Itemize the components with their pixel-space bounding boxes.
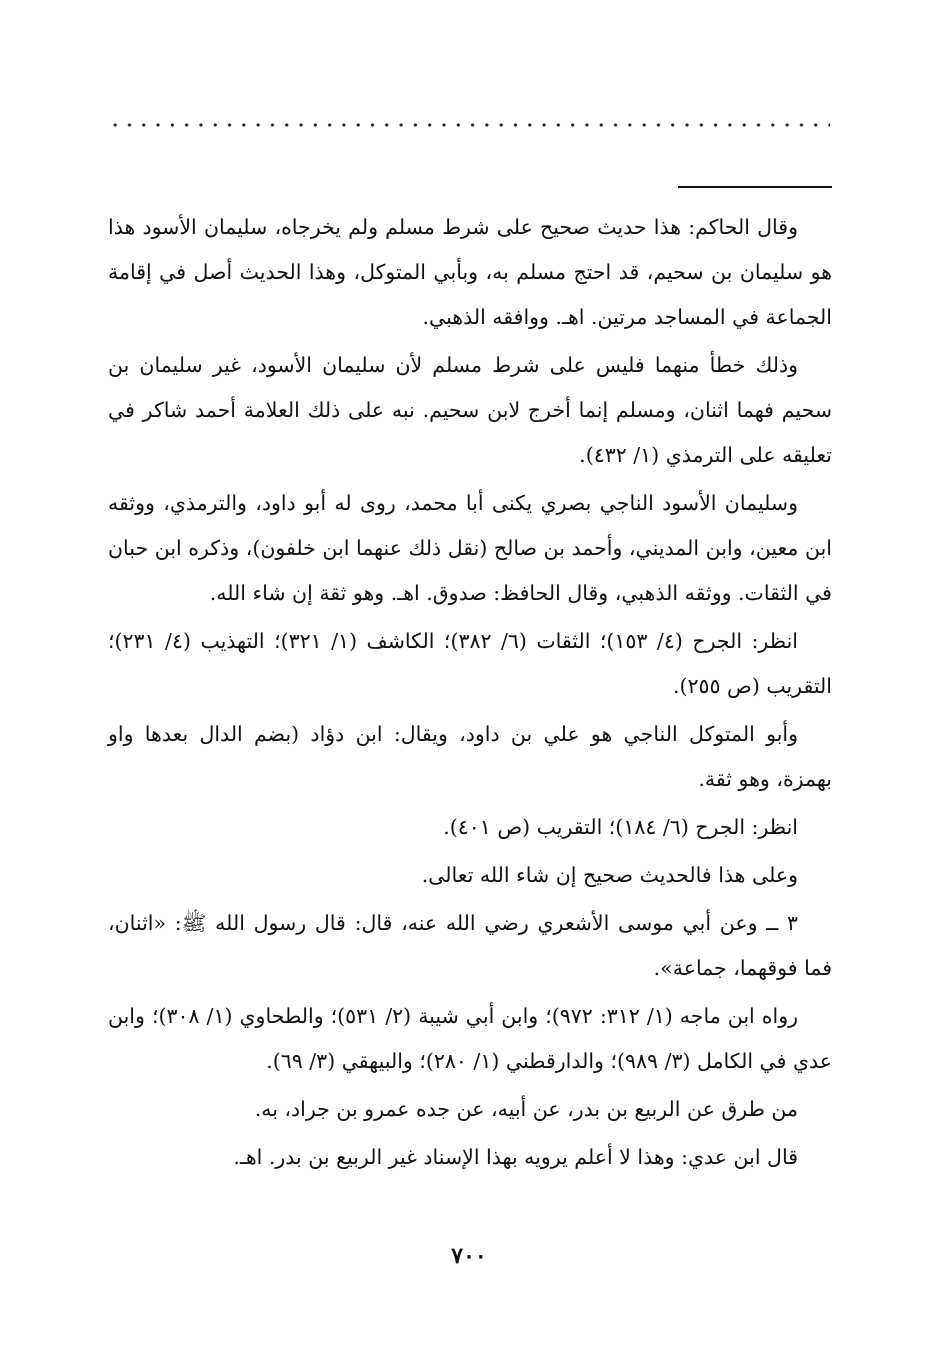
paragraph: من طرق عن الربيع بن بدر، عن أبيه، عن جده عمرو بن جراد، به. [254, 1097, 798, 1121]
paragraph: وقال الحاكم: هذا حديث صحيح على شرط مسلم ولم يخرجاه، سليمان الأسود هذا هو سليمان بن سحيم، قد احتج مسلم به، وبأبي المتوكل، وهذا الحديث أصل في إقامة الجماعة في المساجد مرتين. اهـ. ووافقه الذهبي. [108, 215, 832, 329]
body-text [108, 205, 832, 1183]
paragraph: وعلى هذا فالحديث صحيح إن شاء الله تعالى. [421, 863, 798, 887]
paragraph: قال ابن عدي: وهذا لا أعلم يرويه بهذا الإسناد غير الربيع بن بدر. اهـ. [233, 1145, 798, 1169]
paragraph: وأبو المتوكل الناجي هو علي بن داود، ويقال: ابن دؤاد (بضم الدال بعدها واو بهمزة، وهو ثقة. [108, 722, 832, 791]
hadith-paragraph: ٣ ــ وعن أبي موسى الأشعري رضي الله عنه، قال: قال رسول الله ﷺ: «اثنان، فما فوقهما، جماعة». [108, 911, 832, 980]
dotted-separator [108, 122, 830, 128]
paragraph: انظر: الجرح (٦/ ١٨٤)؛ التقريب (ص ٤٠١). [443, 815, 798, 839]
page-number: ٧٠٠ [451, 1243, 487, 1269]
paragraph: انظر: الجرح (٤/ ١٥٣)؛ الثقات (٦/ ٣٨٢)؛ الكاشف (١/ ٣٢١)؛ التهذيب (٤/ ٢٣١)؛ التقريب (ص ٢٥٥). [108, 629, 832, 698]
footnote-rule [678, 186, 832, 188]
paragraph: رواه ابن ماجه (١/ ٣١٢: ٩٧٢)؛ وابن أبي شيبة (٢/ ٥٣١)؛ والطحاوي (١/ ٣٠٨)؛ وابن عدي في الكامل (٣/ ٩٨٩)؛ والدارقطني (١/ ٢٨٠)؛ والبيهقي (٣/ ٦٩). [108, 1004, 832, 1073]
paragraph: وسليمان الأسود الناجي بصري يكنى أبا محمد، روى له أبو داود، والترمذي، ووثقه ابن معين، وابن المديني، وأحمد بن صالح (نقل ذلك عنهما ابن خلفون)، وذكره ابن حبان في الثقات. ووثقه الذهبي، وقال الحافظ: صدوق. اهـ. وهو ثقة إن شاء الله. [108, 491, 832, 605]
paragraph: وذلك خطأ منهما فليس على شرط مسلم لأن سليمان الأسود، غير سليمان بن سحيم فهما اثنان، ومسلم إنما أخرج لابن سحيم. نبه على ذلك العلامة أحمد شاكر في تعليقه على الترمذي (١/ ٤٣٢). [108, 353, 832, 467]
